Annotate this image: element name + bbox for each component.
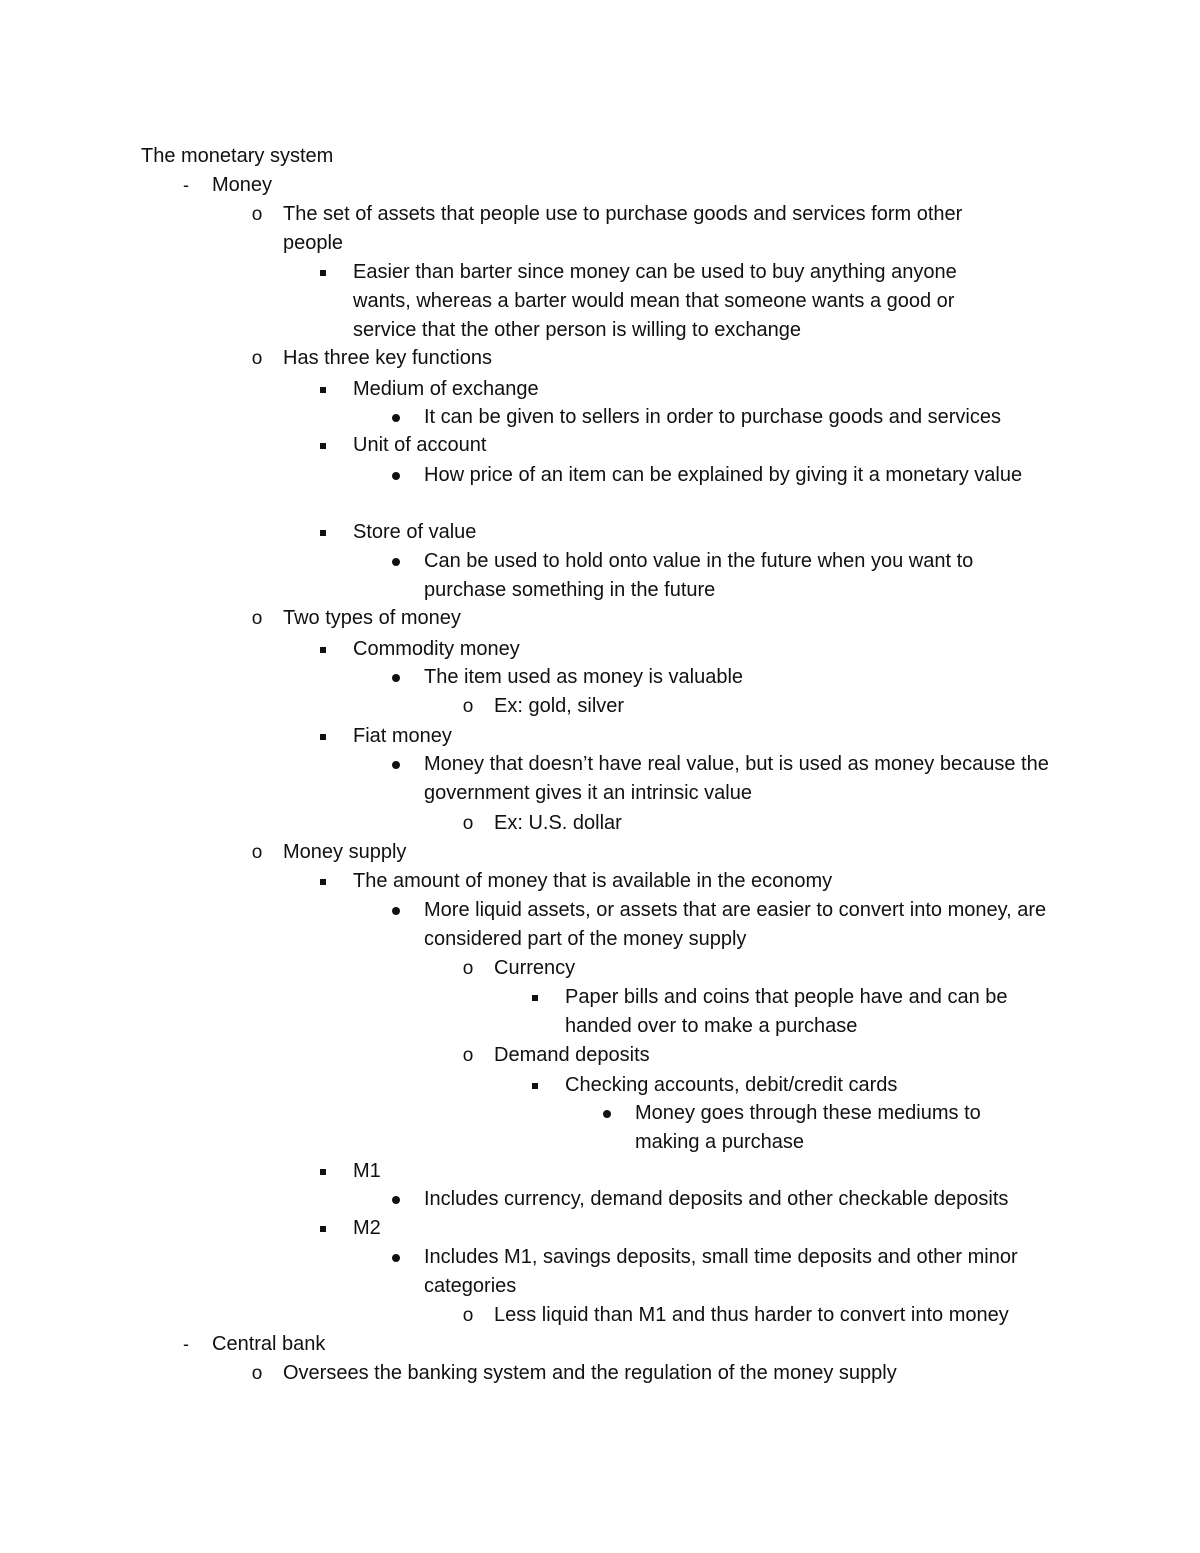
circle-bullet-icon: o <box>251 348 263 369</box>
outline-item <box>424 403 1064 432</box>
outline-item-text: Easier than barter since money can be used to buy anything anyone wants, whereas a barter would mean that someone wants a good or service that the other person is willing to exchange <box>353 261 957 341</box>
dot-bullet-icon <box>392 674 400 682</box>
square-bullet-icon <box>320 879 326 885</box>
square-bullet-icon <box>320 530 326 536</box>
outline-item-text: More liquid assets, or assets that are easier to convert into money, are considered part of the money supply <box>424 899 1047 950</box>
outline-item-text: The item used as money is valuable <box>424 666 744 688</box>
outline-item <box>635 1099 1025 1157</box>
circle-bullet-icon: o <box>462 696 474 717</box>
outline-item <box>183 1330 1112 1359</box>
outline-item <box>251 344 1023 373</box>
square-bullet-icon <box>320 1169 326 1175</box>
outline-item <box>353 867 1053 896</box>
circle-bullet-icon: o <box>462 1045 474 1066</box>
dot-bullet-icon <box>392 414 400 422</box>
outline-item <box>353 375 1053 404</box>
dash-bullet-icon: - <box>183 175 189 195</box>
outline-item-text: Has three key functions <box>283 347 492 369</box>
square-bullet-icon <box>320 647 326 653</box>
outline-item-text: Less liquid than M1 and thus harder to convert into money <box>494 1304 1009 1326</box>
outline-item <box>565 983 1045 1041</box>
square-bullet-icon <box>532 995 538 1001</box>
outline-item-text: The set of assets that people use to purchase goods and services form other people <box>283 203 963 254</box>
outline-item <box>183 171 1112 200</box>
outline-item <box>424 663 1064 692</box>
square-bullet-icon <box>320 1226 326 1232</box>
outline-item-text: Oversees the banking system and the regulation of the money supply <box>283 1362 897 1384</box>
outline-item-text: Can be used to hold onto value in the future when you want to purchase something in the future <box>424 550 974 601</box>
outline-item <box>251 1359 1083 1388</box>
outline-item-text: Includes M1, savings deposits, small time deposits and other minor categories <box>424 1246 1018 1297</box>
document-title: The monetary system <box>141 145 334 167</box>
outline-item-text: Fiat money <box>353 725 452 747</box>
outline-item-text: Demand deposits <box>494 1044 650 1066</box>
square-bullet-icon <box>320 387 326 393</box>
outline-item-text: Money that doesn’t have real value, but is used as money because the government gives it an intrinsic value <box>424 753 1049 804</box>
dot-bullet-icon <box>392 472 400 480</box>
outline-item-text: The amount of money that is available in the economy <box>353 870 833 892</box>
outline-item <box>424 896 1069 954</box>
outline-item <box>353 258 1018 345</box>
outline-item <box>424 1243 1024 1301</box>
outline-item <box>353 635 1053 664</box>
square-bullet-icon <box>320 443 326 449</box>
circle-bullet-icon: o <box>462 813 474 834</box>
dot-bullet-icon <box>603 1110 611 1118</box>
dot-bullet-icon <box>392 761 400 769</box>
outline-item <box>353 518 1053 547</box>
outline-item <box>462 1301 1094 1330</box>
outline-item <box>424 1185 1074 1214</box>
square-bullet-icon <box>320 270 326 276</box>
outline-item-text: Money supply <box>283 841 407 863</box>
dash-bullet-icon: - <box>183 1334 189 1354</box>
outline-item <box>424 547 1034 605</box>
outline-item-text: How price of an item can be explained by giving it a monetary value <box>424 464 1023 486</box>
outline-item-text: Checking accounts, debit/credit cards <box>565 1074 898 1096</box>
circle-bullet-icon: o <box>251 608 263 629</box>
outline-item <box>251 838 1023 867</box>
outline-item-text: Unit of account <box>353 434 487 456</box>
outline-item <box>353 1157 1053 1186</box>
dot-bullet-icon <box>392 907 400 915</box>
outline-item <box>353 1214 1053 1243</box>
outline-item-text: M2 <box>353 1217 381 1239</box>
outline-item <box>353 431 1053 460</box>
outline-item <box>424 750 1074 808</box>
outline-item-text: Paper bills and coins that people have and can be handed over to make a purchase <box>565 986 1008 1037</box>
circle-bullet-icon: o <box>462 958 474 979</box>
outline-item-text: Commodity money <box>353 638 520 660</box>
outline-item <box>462 809 1074 838</box>
outline-item <box>353 722 1053 751</box>
outline-item-text: It can be given to sellers in order to purchase goods and services <box>424 406 1001 428</box>
square-bullet-icon <box>320 734 326 740</box>
dot-bullet-icon <box>392 558 400 566</box>
outline-item-text: Two types of money <box>283 607 461 629</box>
outline-item-text: Money <box>212 174 273 196</box>
outline-item-text: M1 <box>353 1160 381 1182</box>
outline-item-text: Central bank <box>212 1333 326 1355</box>
circle-bullet-icon: o <box>251 1363 263 1384</box>
outline-item-text: Currency <box>494 957 576 979</box>
outline-item-text: Medium of exchange <box>353 378 539 400</box>
dot-bullet-icon <box>392 1196 400 1204</box>
outline-item-text: Includes currency, demand deposits and other checkable deposits <box>424 1188 1009 1210</box>
outline-item-text: Money goes through these mediums to making a purchase <box>635 1102 981 1153</box>
outline-item-text: Ex: U.S. dollar <box>494 812 622 834</box>
outline-item <box>251 604 1023 633</box>
circle-bullet-icon: o <box>251 842 263 863</box>
outline-item <box>462 1041 1074 1070</box>
dot-bullet-icon <box>392 1254 400 1262</box>
circle-bullet-icon: o <box>251 204 263 225</box>
outline-item <box>565 1071 1045 1100</box>
outline-item-text: Store of value <box>353 521 477 543</box>
square-bullet-icon <box>532 1083 538 1089</box>
outline-item <box>424 461 1034 490</box>
outline-item <box>462 692 1074 721</box>
outline-item-text: Ex: gold, silver <box>494 695 625 717</box>
circle-bullet-icon: o <box>462 1305 474 1326</box>
outline-item <box>462 954 1074 983</box>
outline-item <box>251 200 1023 258</box>
